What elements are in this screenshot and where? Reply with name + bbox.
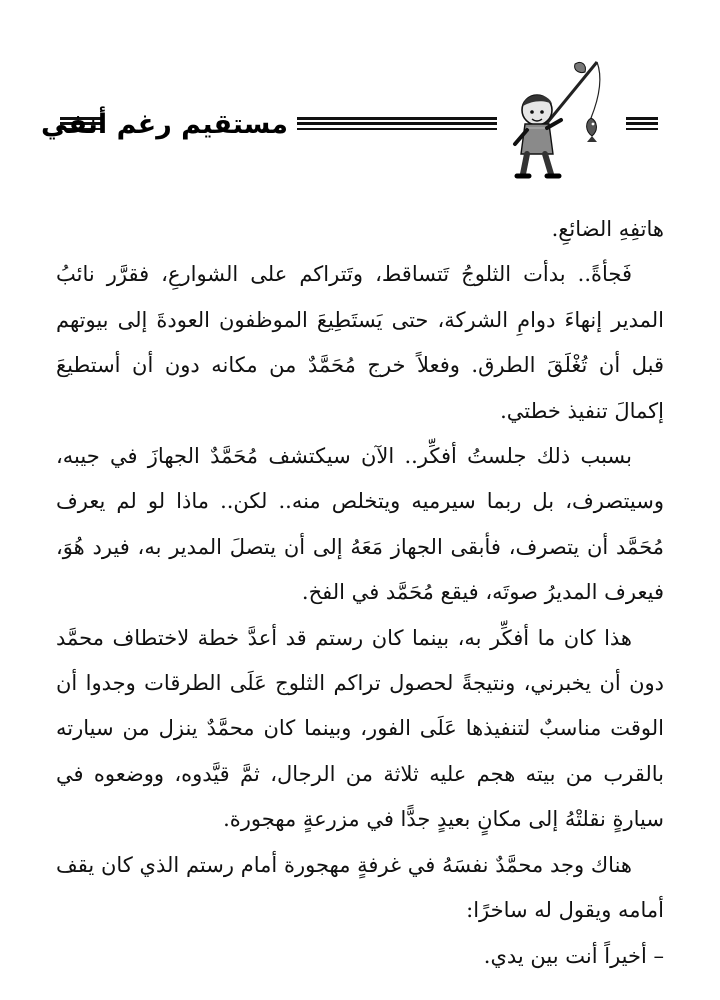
- header-rule-middle: [297, 117, 497, 131]
- paragraph-4: هذا كان ما أفكِّر به، بينما كان رستم قد أعدَّ خطة لاختطاف محمَّد دون أن يخبرني، ونتيجةً لحصول تراكم الثلوج عَلَى الطرقات وجدوا أن الوقت مناسبٌ لتنفيذها عَلَى الفور، وبينما كان محمَّدٌ ينزل من سيارته بالقرب من بيته هجم عليه ثلاثة من الرجال، ثمَّ قيَّدوه، ووضعوه في سيارةٍ نقلتْهُ إلى مكانٍ بعيدٍ جدًّا في مزرعةٍ مهجورة.: [56, 625, 664, 832]
- paragraph-5: هناك وجد محمَّدٌ نفسَهُ في غرفةٍ مهجورة أمام رستم الذي كان يقف أمامه ويقول له ساخرًا:: [56, 852, 664, 923]
- chapter-header: [0, 40, 720, 190]
- paragraph-1: هاتفِهِ الضائعِ.: [551, 217, 664, 241]
- header-rule-right: [626, 117, 658, 131]
- paragraph-2: فَجأةً.. بدأت الثلوجُ تَتساقط، وتَتراكم على الشوارعِ، فقرَّر نائبُ المدير إنهاءَ دوامِ الشركة، حتى يَستَطِيعَ الموظفون العودةَ إلى بيوتهم قبل أن تُغْلَقَ الطرق. وفعلاً خرج مُحَمَّدٌ من مكانه دون أن أستطيعَ إكمالَ تنفيذ خطتي.: [56, 262, 664, 423]
- paragraph-3: بسبب ذلك جلستُ أفكِّر.. الآن سيكتشف مُحَمَّدٌ الجهازَ في جيبه، وسيتصرف، بل ربما سيرميه ويتخلص منه.. لكن.. ماذا لو لم يعرف مُحَمَّد أن يتصرف، فأبقى الجهاز مَعَهُ إلى أن يتصلَ المدير به، فيرد هُوَ، فيعرف المديرُ صوتَه، فيقع مُحَمَّد في الفخ.: [56, 444, 664, 605]
- chapter-title: مستقيم رغم أنفي: [41, 109, 288, 140]
- page-body: [56, 207, 664, 968]
- fishing-boy-icon: [505, 58, 617, 184]
- paragraph-6: – أخيراً أنت بين يدي.: [483, 943, 664, 968]
